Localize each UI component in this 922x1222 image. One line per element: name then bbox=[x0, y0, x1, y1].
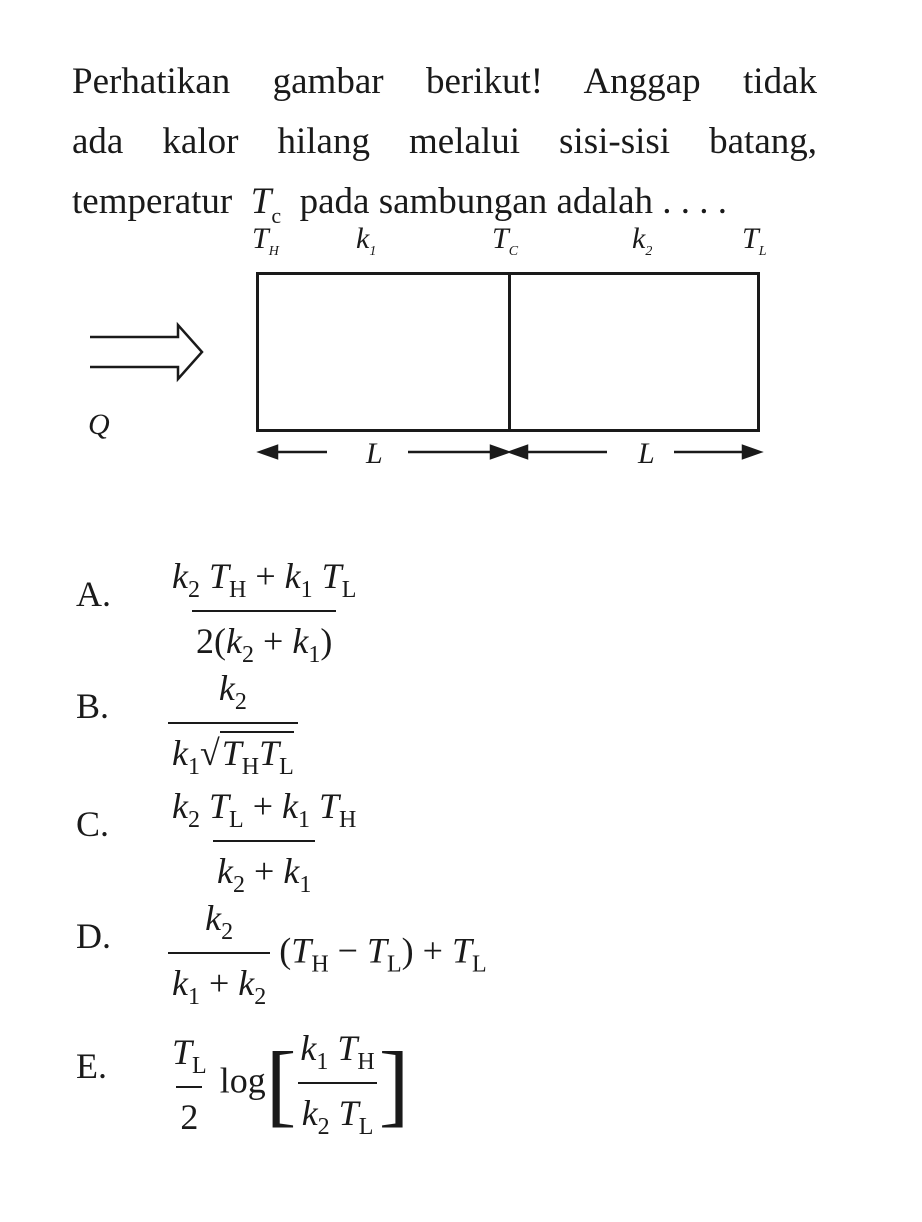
question-line-2: ada kalor hilang melalui sisi-sisi batang, bbox=[72, 121, 817, 162]
label-length-1: L bbox=[366, 437, 383, 470]
label-k2: $k_2$ bbox=[632, 222, 653, 259]
question-line-3: temperatur $T_c$ pada sambungan adalah . . . . bbox=[72, 181, 728, 228]
diagram-arrows bbox=[80, 215, 780, 495]
option-e-letter: E. bbox=[76, 1046, 107, 1086]
option-e-formula: $\frac{T_L}{2}$ log[ $\frac{k_1 T_H}{k_2 T_L}$ ] bbox=[172, 1028, 410, 1140]
label-length-2: L bbox=[638, 437, 655, 470]
option-c-letter: C. bbox=[76, 804, 110, 844]
heat-flow-arrow-icon bbox=[90, 325, 202, 379]
option-a-formula: $\frac{k_2 T_H + k_1 T_L}{2(k_2 + k_1)}$ bbox=[172, 556, 357, 668]
length-arrow-2-icon bbox=[510, 446, 760, 458]
option-d-formula: $\frac{k_2}{k_1 + k_2}$ $(T_H - T_L) + T_L$ bbox=[168, 897, 487, 1011]
label-tl: $T_L$ bbox=[742, 222, 767, 259]
option-b-formula: $\frac{k_2}{k_1√T_HT_L}$ bbox=[168, 667, 298, 781]
label-k1: $k_1$ bbox=[356, 222, 377, 259]
length-arrow-1-icon bbox=[260, 446, 508, 458]
label-heat-q: Q bbox=[88, 408, 110, 441]
option-a-letter: A. bbox=[76, 574, 111, 614]
label-tc: $T_C$ bbox=[492, 222, 519, 259]
heat-conduction-diagram bbox=[80, 215, 780, 495]
option-b-letter: B. bbox=[76, 686, 110, 726]
label-th: $T_H$ bbox=[252, 222, 279, 259]
question-line-1: Perhatikan gambar berikut! Anggap tidak bbox=[72, 61, 817, 102]
option-d-letter: D. bbox=[76, 916, 111, 956]
option-c-formula: $\frac{k_2 T_L + k_1 T_H}{k_2 + k_1}$ bbox=[172, 786, 357, 898]
